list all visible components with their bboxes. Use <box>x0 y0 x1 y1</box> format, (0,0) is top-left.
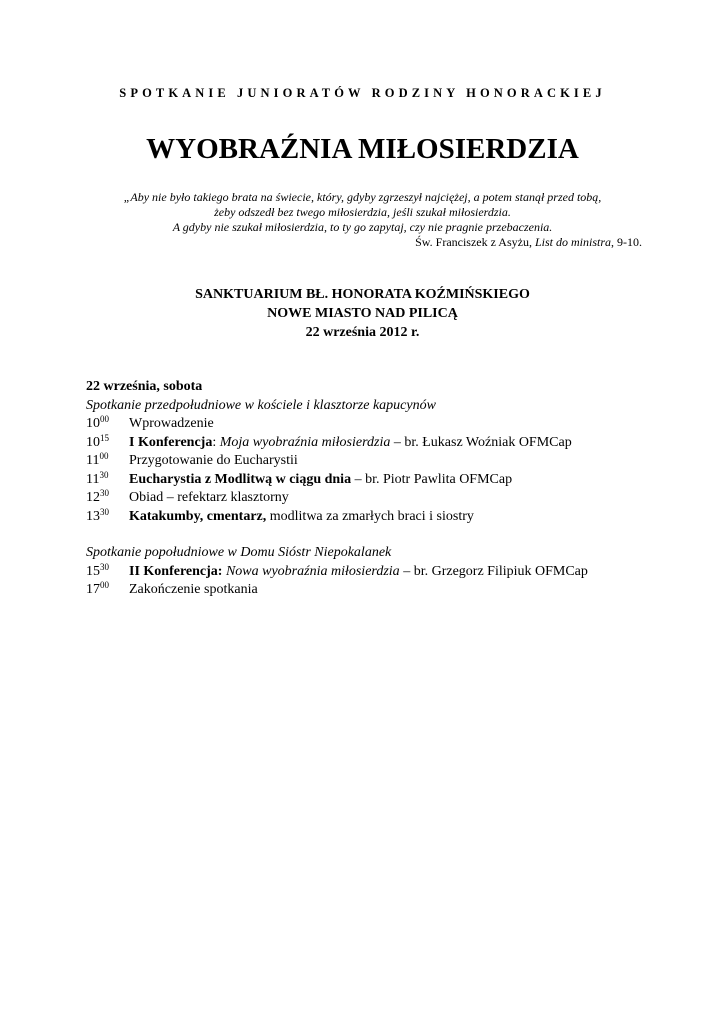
spacer <box>86 526 686 544</box>
item-description: II Konferencja: Nowa wyobraźnia miłosierdzia – br. Grzegorz Filipiuk OFMCap <box>129 563 588 579</box>
schedule-item <box>86 563 686 582</box>
quote-source-work: List do ministra <box>534 235 611 249</box>
item-description: Wprowadzenie <box>129 416 214 431</box>
item-time: $10^{00}$ <box>86 414 109 431</box>
schedule-item <box>86 471 686 490</box>
item-time: $12^{30}$ <box>86 488 109 505</box>
event-date: 22 września 2012 r. <box>305 325 420 340</box>
quote-source <box>80 235 645 250</box>
item-time: $17^{00}$ <box>86 580 109 597</box>
schedule-day: 22 września, sobota <box>86 379 203 394</box>
item-time: $11^{30}$ <box>86 469 109 487</box>
quote-source-ref: , 9-10. <box>611 235 642 249</box>
schedule-item <box>86 489 686 508</box>
venue-name: SANKTUARIUM BŁ. HONORATA KOŹMIŃSKIEGO <box>195 287 530 302</box>
item-description: Zakończenie spotkania <box>129 582 258 597</box>
item-description: Eucharystia z Modlitwą w ciągu dnia – br. Piotr Pawlita OFMCap <box>129 471 513 487</box>
venue-block <box>0 285 725 342</box>
schedule-item <box>86 452 686 471</box>
session-heading-morning: Spotkanie przedpołudniowe w kościele i klasztorze kapucynów <box>86 397 436 413</box>
item-time: $15^{30}$ <box>86 561 109 579</box>
schedule-item <box>86 581 686 600</box>
item-time: $11^{00}$ <box>86 451 109 468</box>
item-description: Katakumby, cmentarz, modlitwa za zmarłych braci i siostry <box>129 508 474 524</box>
item-description: Przygotowanie do Eucharystii <box>129 453 298 468</box>
schedule-item <box>86 434 686 453</box>
item-description: I Konferencja: Moja wyobraźnia miłosierdzia – br. Łukasz Woźniak OFMCap <box>129 434 572 450</box>
item-description: Obiad – refektarz klasztorny <box>129 490 289 505</box>
schedule <box>86 378 686 600</box>
quote-block <box>80 190 645 250</box>
document-title: WYOBRAŹNIA MIŁOSIERDZIA <box>146 133 579 165</box>
event-header: SPOTKANIE JUNIORATÓW RODZINY HONORACKIEJ <box>119 86 606 100</box>
item-time: $13^{30}$ <box>86 506 109 524</box>
schedule-item <box>86 415 686 434</box>
quote-line: A gdyby nie szukał miłosierdzia, to ty go zapytaj, czy nie pragnie przebaczenia. <box>172 220 553 234</box>
session-heading-afternoon: Spotkanie popołudniowe w Domu Sióstr Niepokalanek <box>86 545 392 560</box>
quote-source-author: Św. Franciszek z Asyżu, <box>415 235 535 249</box>
venue-location: NOWE MIASTO NAD PILICĄ <box>267 306 458 321</box>
item-time: $10^{15}$ <box>86 432 109 450</box>
schedule-item <box>86 508 686 527</box>
quote-line: żeby odszedł bez twego miłosierdzia, jeśli szukał miłosierdzia. <box>214 205 511 219</box>
quote-line: „Aby nie było takiego brata na świecie, który, gdyby zgrzeszył najciężej, a potem stanął przed tobą, <box>123 190 602 204</box>
